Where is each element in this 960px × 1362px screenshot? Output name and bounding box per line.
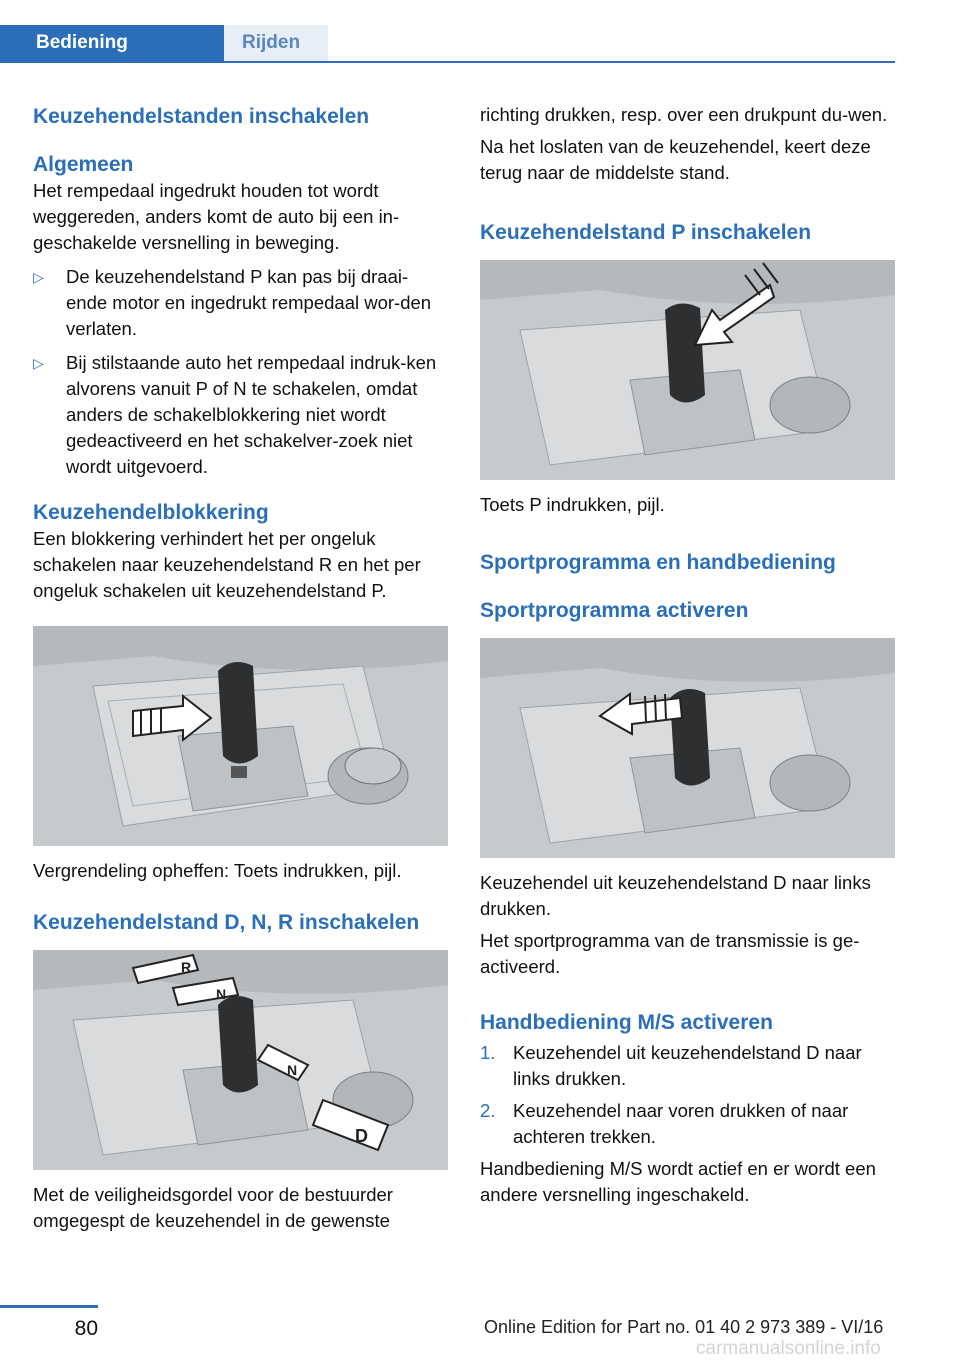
sport-subheading: Sportprogramma activeren — [480, 599, 749, 622]
tab-bediening[interactable]: Bediening — [0, 25, 224, 61]
manual-steps-list — [480, 1040, 896, 1150]
step-text: Keuzehendel uit keuzehendelstand D naar links drukken. — [513, 1042, 862, 1089]
header-tabs — [0, 25, 328, 61]
general-heading: Algemeen — [33, 153, 134, 176]
manual-heading: Handbediening M/S activeren — [480, 1011, 773, 1034]
section-title: Keuzehendelstanden inschakelen — [33, 105, 370, 128]
list-item-text: De keuzehendelstand P kan pas bij draai-ende motor en ingedrukt rempedaal wor-den verlaten. — [66, 266, 432, 339]
p-heading: Keuzehendelstand P inschakelen — [480, 221, 812, 244]
step-number: 2. — [480, 1100, 496, 1121]
lock-heading: Keuzehendelblokkering — [33, 501, 269, 524]
manual-text: Handbediening M/S wordt actief en er wordt een andere versnelling ingeschakeld. — [480, 1158, 876, 1205]
step-text: Keuzehendel naar voren drukken of naar achteren trekken. — [513, 1100, 849, 1147]
label-n-upper: N — [216, 986, 227, 1002]
sport-text-2: Het sportprogramma van de transmissie is ge-activeerd. — [480, 930, 860, 977]
page-number: 80 — [74, 1317, 98, 1340]
label-n-lower: N — [287, 1062, 298, 1078]
step-number: 1. — [480, 1042, 496, 1063]
list-item — [480, 1098, 896, 1150]
figure-p-button — [480, 260, 895, 480]
continued-text-1: richting drukken, resp. over een drukpunt du-wen. — [480, 104, 888, 125]
triangle-bullet-icon: ▷ — [33, 269, 44, 285]
dnr-heading: Keuzehendelstand D, N, R inschakelen — [33, 911, 420, 934]
label-d: D — [355, 1126, 368, 1146]
list-item — [480, 1040, 896, 1092]
sport-text-1: Keuzehendel uit keuzehendelstand D naar links drukken. — [480, 872, 871, 919]
general-bullet-list — [33, 264, 449, 480]
dnr-text: Met de veiligheidsgordel voor de bestuurder omgegespt de keuzehendel in de gewenste — [33, 1184, 393, 1231]
edition-text: Online Edition for Part no. 01 40 2 973 389 - VI/16 — [484, 1317, 884, 1337]
watermark: carmanualsonline.info — [696, 1338, 881, 1359]
list-item — [33, 264, 449, 342]
continued-text-2: Na het loslaten van de keuzehendel, keert deze terug naar de middelste stand. — [480, 136, 871, 183]
tab-rijden[interactable]: Rijden — [224, 25, 328, 61]
lock-text: Een blokkering verhindert het per ongeluk schakelen naar keuzehendelstand R en het per ongeluk schakelen uit keuzehendelstand P. — [33, 528, 421, 601]
label-r: R — [181, 959, 192, 975]
footer-rule — [0, 1305, 98, 1308]
sport-heading: Sportprogramma en handbediening — [480, 551, 836, 574]
right-column — [480, 100, 896, 1208]
figure-1-caption: Vergrendeling opheffen: Toets indrukken, pijl. — [33, 860, 402, 881]
triangle-bullet-icon: ▷ — [33, 355, 44, 371]
list-item-text: Bij stilstaande auto het rempedaal indruk-ken alvorens vanuit P of N te schakelen, omdat anders de schakelblokkering niet wordt gedeactiveerd en het schakelver-zoek niet wordt uitgevoerd. — [66, 352, 437, 477]
left-column — [33, 100, 449, 1234]
header-rule — [0, 61, 895, 63]
general-text: Het rempedaal ingedrukt houden tot wordt weggereden, anders komt de auto bij een in-geschakelde versnelling in beweging. — [33, 180, 400, 253]
figure-3-caption: Toets P indrukken, pijl. — [480, 494, 665, 515]
list-item — [33, 350, 449, 480]
figure-unlock-selector-lever — [33, 626, 448, 846]
figure-dnr-positions — [33, 950, 448, 1170]
figure-sport-mode — [480, 638, 895, 858]
